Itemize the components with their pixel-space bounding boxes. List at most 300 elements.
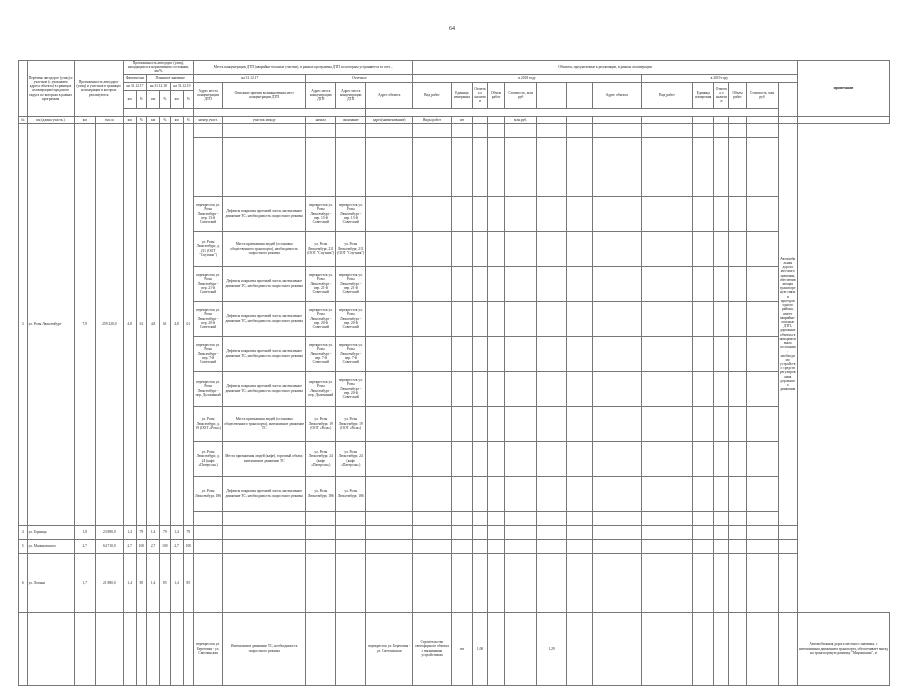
work-cell [693, 406, 714, 441]
work-cell [505, 266, 537, 301]
work-cell [693, 123, 714, 137]
work-cell [537, 511, 567, 525]
work-cell [505, 511, 537, 525]
index-cell: км [170, 116, 183, 123]
work-cell [473, 476, 488, 511]
row-norm-1-pct: 100 [136, 539, 147, 553]
work-cell [714, 539, 729, 553]
work-cell [592, 539, 641, 553]
work-cell [567, 371, 593, 406]
dtp-end: перекресток ул. Розы Люксембург - пер. 13-й Советский [336, 196, 366, 231]
document-table-sheet [18, 60, 890, 657]
work-cell [641, 123, 692, 137]
work-cell [413, 196, 451, 231]
work-cell [746, 525, 778, 539]
dtp-start: ул. Розы Люксембург, 186 [306, 476, 336, 511]
dtp-cell [306, 123, 336, 137]
row-length-km: 1,7 [74, 553, 95, 612]
header-cost-2018: Стоимость, млн руб [505, 82, 537, 108]
work-cell [714, 123, 729, 137]
work-cell [413, 476, 451, 511]
program-table [18, 60, 890, 686]
work-cell [473, 336, 488, 371]
work-cell [746, 336, 778, 371]
header-km-2: км [147, 90, 160, 108]
work-cell [473, 301, 488, 336]
work-cell [366, 196, 413, 231]
work-cell [729, 336, 746, 371]
work-cell [488, 511, 505, 525]
header-year-2018: в 2018 году [413, 74, 642, 82]
work-cell [693, 371, 714, 406]
work-cell [729, 525, 746, 539]
work-cell [488, 231, 505, 266]
note-cell [778, 539, 797, 553]
work-cell [746, 196, 778, 231]
work-cell [641, 336, 692, 371]
index-cell: шт [451, 116, 472, 123]
work-cell [567, 301, 593, 336]
work-cell [451, 511, 472, 525]
row-norm-2-km: 2,7 [147, 539, 160, 553]
header-road: Перечень автодорог (улиц) и участков (с указанием адреса объекта) в границах агломерации/городского округа по которым в рамках программы [27, 61, 74, 117]
row-norm-1-pct: 61 [136, 123, 147, 525]
index-cell: км (длина участк.) [27, 116, 74, 123]
header-spacer [123, 108, 193, 116]
work-cell [729, 553, 746, 612]
index-row [19, 116, 890, 123]
row-length-m: 64 710,0 [95, 539, 123, 553]
index-cell [746, 116, 778, 123]
header-amount-2018: Объем работ [488, 82, 505, 108]
work-cell [537, 301, 567, 336]
work-cell [592, 525, 641, 539]
work-cell [641, 539, 692, 553]
row-note: Автомобильная дорога местного значения, с интенсивным движением транспорта, обеспечивает выезд на транспортную развязку "Мирошкина", и [797, 612, 889, 685]
work-cell [537, 441, 567, 476]
dtp-reason: Дефекты покрытия проезжей части, интенсивное движение ТС, необходимость скоростного режима [223, 371, 306, 406]
index-cell: окончание [336, 116, 366, 123]
work-cell [592, 511, 641, 525]
work-cell [567, 123, 593, 137]
work-cell [366, 553, 413, 612]
work-cell [451, 476, 472, 511]
dtp-addr: перекресток ул. Розы Люксембург - пер. Доломаный [194, 371, 223, 406]
dtp-cell [194, 511, 223, 525]
work-amount: 1,00 [473, 612, 488, 685]
work-cell [537, 406, 567, 441]
row-norm-cell [183, 612, 194, 685]
work-cell [592, 231, 641, 266]
header-amount-2019: Объем работ [729, 82, 746, 108]
index-cell [778, 116, 797, 123]
work-cell [537, 539, 567, 553]
work-cell [473, 196, 488, 231]
row-norm-1-km: 1,4 [123, 525, 136, 539]
work-cell [451, 231, 472, 266]
work-cell [693, 476, 714, 511]
work-cell [592, 123, 641, 137]
row-norm-1-pct: 85 [136, 553, 147, 612]
work-cell [473, 553, 488, 612]
work-unit: шт [451, 612, 472, 685]
row-length-m: 259 220,0 [95, 123, 123, 525]
index-cell [693, 116, 714, 123]
work-cell [413, 539, 451, 553]
dtp-cell [336, 553, 366, 612]
work-cell [537, 525, 567, 539]
work-cell [537, 196, 567, 231]
dtp-addr: перекресток ул. Береговая - ул. Светлинская [194, 612, 223, 685]
work-cell [505, 231, 537, 266]
row-norm-2-pct: 100 [160, 539, 171, 553]
header-year-2019: в 2019 году [641, 74, 797, 82]
header-spacer-3 [366, 108, 778, 116]
index-cell: адрес(наименование) [366, 116, 413, 123]
work-cell [693, 336, 714, 371]
work-cell [567, 231, 593, 266]
work-cell [729, 196, 746, 231]
dtp-reason: Места притяжения людей (остановка общественного транспорта), необходимость скоростного режима [223, 231, 306, 266]
work-cell [746, 266, 778, 301]
header-norm-actual: Фактически [123, 74, 146, 82]
work-cell [729, 123, 746, 137]
dtp-start: ул. Розы Люксембург, 211 (ООТ "Спутник") [306, 231, 336, 266]
row-norm-3-km: 4,8 [170, 123, 183, 525]
header-works-group: Объекты, предлагаемые к реализации, в рамках агломерации [413, 61, 798, 75]
work-cell [366, 525, 413, 539]
row-norm-2-pct: 61 [160, 123, 171, 525]
work-cell [693, 612, 714, 685]
work-cell [729, 441, 746, 476]
header-km-1: км [123, 90, 136, 108]
work-cell [729, 476, 746, 511]
work-cell [729, 266, 746, 301]
work-cell [505, 539, 537, 553]
work-cell [488, 266, 505, 301]
work-cell [641, 137, 692, 196]
dtp-reason: Интенсивное движение ТС, необходимость скоростного режима [223, 612, 306, 685]
dtp-cell [223, 539, 306, 553]
work-cell [714, 525, 729, 539]
dtp-reason: Дефекты покрытия проезжей части, интенсивное движение ТС, необходимость скоростного режима [223, 476, 306, 511]
work-cell [488, 553, 505, 612]
table-row [19, 612, 890, 685]
work-cell [592, 612, 641, 685]
work-cell [488, 123, 505, 137]
work-cell [413, 301, 451, 336]
work-cell [413, 441, 451, 476]
work-cell [592, 441, 641, 476]
work-cell [488, 406, 505, 441]
work-cell [592, 196, 641, 231]
row-norm-3-km: 2,7 [170, 539, 183, 553]
work-cell [592, 476, 641, 511]
work-cell [473, 525, 488, 539]
dtp-reason: Дефекты покрытия проезжей части, интенсивное движение ТС, необходимость скоростного режима [223, 196, 306, 231]
table-row [19, 525, 890, 539]
work-cell [714, 196, 729, 231]
work-cell [537, 336, 567, 371]
index-cell: км [74, 116, 95, 123]
work-cell [473, 137, 488, 196]
row-norm-3-km: 1,4 [170, 553, 183, 612]
row-norm-3-pct: 61 [183, 123, 194, 525]
dtp-addr: ул. Розы Люксембург, д. 211 (ООТ "Спутник") [194, 231, 223, 266]
work-cell [366, 231, 413, 266]
row-num: 4 [19, 525, 28, 539]
dtp-reason: Места притяжения людей (кафе), торговый объект, интенсивное движение ТС [223, 441, 306, 476]
row-norm-2-pct: 79 [160, 525, 171, 539]
work-cell [729, 511, 746, 525]
row-norm-3-pct: 85 [183, 553, 194, 612]
work-cell [778, 612, 797, 685]
work-cell [641, 476, 692, 511]
work-cell [592, 371, 641, 406]
work-cell [729, 539, 746, 553]
work-cell [641, 441, 692, 476]
row-length-km: 7,9 [74, 123, 95, 525]
work-cell [693, 511, 714, 525]
index-cell: Виды работ [413, 116, 451, 123]
work-cell [714, 336, 729, 371]
dtp-end: ул. Розы Люксембург, 19 (ООТ «Роза») [336, 406, 366, 441]
row-norm-1-km: 4,8 [123, 123, 136, 525]
header-extra-2018-a [537, 82, 567, 108]
dtp-start [306, 612, 336, 685]
header-unit-2018: Единица измерения [451, 82, 472, 108]
dtp-empty [336, 137, 366, 196]
work-cell [537, 231, 567, 266]
row-norm-cell [136, 612, 147, 685]
work-cell [413, 266, 451, 301]
row-norm-1-km: 2,7 [123, 539, 136, 553]
row-num [19, 612, 28, 685]
dtp-end: перекресток ул. Розы Люксембург - пер. 20-й Советский [336, 371, 366, 406]
header-date-3: на 31.12.19 [170, 82, 193, 90]
index-cell [473, 116, 488, 123]
work-cell [567, 137, 593, 196]
note-cell [778, 525, 797, 539]
work-cell [537, 266, 567, 301]
work-cell [451, 301, 472, 336]
header-pct-3: % [183, 90, 194, 108]
index-cell: % [160, 116, 171, 123]
index-cell: км [123, 116, 136, 123]
work-cell [473, 539, 488, 553]
dtp-cell [306, 511, 336, 525]
work-cell [488, 196, 505, 231]
work-cell [451, 553, 472, 612]
index-cell [729, 116, 746, 123]
header-work-type-2019: Вид работ [641, 82, 692, 108]
work-cell [746, 553, 778, 612]
dtp-cell [336, 539, 366, 553]
index-cell [641, 116, 692, 123]
work-cell [729, 612, 746, 685]
row-norm-cell [123, 612, 136, 685]
dtp-start: перекресток ул. Розы Люксембург - пер. Доломаный [306, 371, 336, 406]
work-cell [729, 406, 746, 441]
work-cell [505, 371, 537, 406]
dtp-addr: перекресток ул. Розы Люксембург - пер. 21-й Советский [194, 266, 223, 301]
index-cell [714, 116, 729, 123]
work-cell [746, 231, 778, 266]
work-cell [451, 441, 472, 476]
work-cell [714, 612, 729, 685]
work-cell [505, 441, 537, 476]
dtp-reason: Места притяжения людей (остановка общественного транспорта), интенсивное движение ТС [223, 406, 306, 441]
work-cell [714, 371, 729, 406]
index-cell: % [136, 116, 147, 123]
work-cell [693, 441, 714, 476]
dtp-end: перекресток ул. Розы Люксембург - пер. 7-й Советский [336, 336, 366, 371]
index-cell: км [147, 116, 160, 123]
work-cell [505, 301, 537, 336]
dtp-cell [336, 511, 366, 525]
index-cell: млн.руб. [505, 116, 537, 123]
work-cell [366, 301, 413, 336]
row-road: ул. Розы Люксембург [27, 123, 74, 525]
work-cell [592, 406, 641, 441]
work-cell [693, 137, 714, 196]
work-cell [366, 476, 413, 511]
work-cell [729, 231, 746, 266]
header-date-2: на 31.12.18 [147, 82, 170, 90]
row-norm-1-km: 1,4 [123, 553, 136, 612]
dtp-cell [223, 525, 306, 539]
work-cell [488, 301, 505, 336]
dtp-empty [194, 137, 223, 196]
work-cell [641, 231, 692, 266]
header-length: Протяженность автодорог (улиц) и участков в границах агломерации в которых реализуются [74, 61, 123, 117]
work-cell [746, 371, 778, 406]
work-cell [693, 266, 714, 301]
dtp-cell [306, 553, 336, 612]
work-cell [567, 196, 593, 231]
work-cell [746, 539, 778, 553]
work-cell [729, 137, 746, 196]
work-cell [473, 511, 488, 525]
header-pct-1: % [136, 90, 147, 108]
row-norm-cell [170, 612, 183, 685]
table-row [19, 539, 890, 553]
work-cell [537, 553, 567, 612]
row-road [27, 612, 74, 685]
row-num: 6 [19, 553, 28, 612]
work-cell [746, 441, 778, 476]
row-length-km [74, 612, 95, 685]
work-cell [505, 196, 537, 231]
header-norm-group: Протяженность автодорог (улиц), находящихся в нормативном состоянии, км/% [123, 61, 193, 75]
work-cell [592, 137, 641, 196]
work-cell [567, 511, 593, 525]
work-cell [641, 553, 692, 612]
dtp-addr: ул. Розы Люксембург, д. 19 (ООТ «Роза») [194, 406, 223, 441]
dtp-addr: перекресток ул. Розы Люксембург - пер. 13-й Советский [194, 196, 223, 231]
dtp-end: перекресток ул. Розы Люксембург - пер. 21-й Советский [336, 266, 366, 301]
work-cell [488, 612, 505, 685]
work-cost: 1,29 [537, 612, 567, 685]
work-cell [537, 137, 567, 196]
work-cell [693, 553, 714, 612]
row-length-m: 21 880,0 [95, 553, 123, 612]
dtp-start: перекресток ул. Розы Люксембург - пер. 7-й Советский [306, 336, 336, 371]
work-cell [451, 406, 472, 441]
header-dtp-plan: Отчетное [306, 74, 413, 82]
work-cell [746, 511, 778, 525]
work-cell [693, 231, 714, 266]
work-cell [366, 137, 413, 196]
work-cell [451, 266, 472, 301]
work-cell [714, 231, 729, 266]
header-extra-2018-b [567, 82, 593, 108]
header-dtp-start: Адрес места концентрации ДТП [306, 82, 336, 108]
dtp-cell [306, 525, 336, 539]
work-cell [505, 336, 537, 371]
header-mark-2019: Отметка о наличии [714, 82, 729, 108]
work-cell [746, 123, 778, 137]
dtp-cell [194, 539, 223, 553]
work-cell [641, 525, 692, 539]
work-cell [505, 525, 537, 539]
header-pct-2: % [160, 90, 171, 108]
dtp-reason: Дефекты покрытия проезжей части, интенсивное движение ТС, необходимость скоростного режима [223, 336, 306, 371]
work-cell [746, 137, 778, 196]
work-cell [473, 371, 488, 406]
header-dtp-end: Адрес места концентрации ДТП [336, 82, 366, 108]
row-norm-2-km: 4,8 [147, 123, 160, 525]
dtp-cell [194, 553, 223, 612]
header-cost-2019: Стоимость, млн руб [746, 82, 778, 108]
work-cell [505, 123, 537, 137]
work-cell [693, 301, 714, 336]
dtp-end [336, 612, 366, 685]
work-cell [567, 441, 593, 476]
row-norm-2-km: 1,4 [147, 553, 160, 612]
work-cell [488, 441, 505, 476]
work-cell [641, 511, 692, 525]
work-cell [413, 511, 451, 525]
work-cell [592, 336, 641, 371]
dtp-cell [194, 525, 223, 539]
header-dtp-reasons: Описание причин возникновения мест концентрации ДТП [223, 82, 306, 108]
header-spacer-2 [194, 108, 366, 116]
row-norm-2-km: 1,4 [147, 525, 160, 539]
header-work-type-2018: Вид работ [413, 82, 451, 108]
dtp-addr: ул. Розы Люксембург, д. 24 (кафе «Патерсон») [194, 441, 223, 476]
page-number: 64 [449, 26, 455, 32]
work-cell [567, 539, 593, 553]
work-cell [366, 371, 413, 406]
work-cell [505, 476, 537, 511]
row-num: 5 [19, 539, 28, 553]
dtp-cell [306, 539, 336, 553]
dtp-start: перекресток ул. Розы Люксембург - пер. 21-й Советский [306, 266, 336, 301]
work-cell [505, 612, 537, 685]
header-norm-plan: Плановое значение [147, 74, 194, 82]
work-cell [473, 231, 488, 266]
table-row [19, 123, 890, 137]
work-cell [567, 266, 593, 301]
work-cell [413, 371, 451, 406]
dtp-cell [194, 123, 223, 137]
work-cell [537, 123, 567, 137]
dtp-cell [223, 511, 306, 525]
row-length-m: 23 880,0 [95, 525, 123, 539]
header-note: примечание [797, 61, 889, 117]
row-length-km: 1,8 [74, 525, 95, 539]
